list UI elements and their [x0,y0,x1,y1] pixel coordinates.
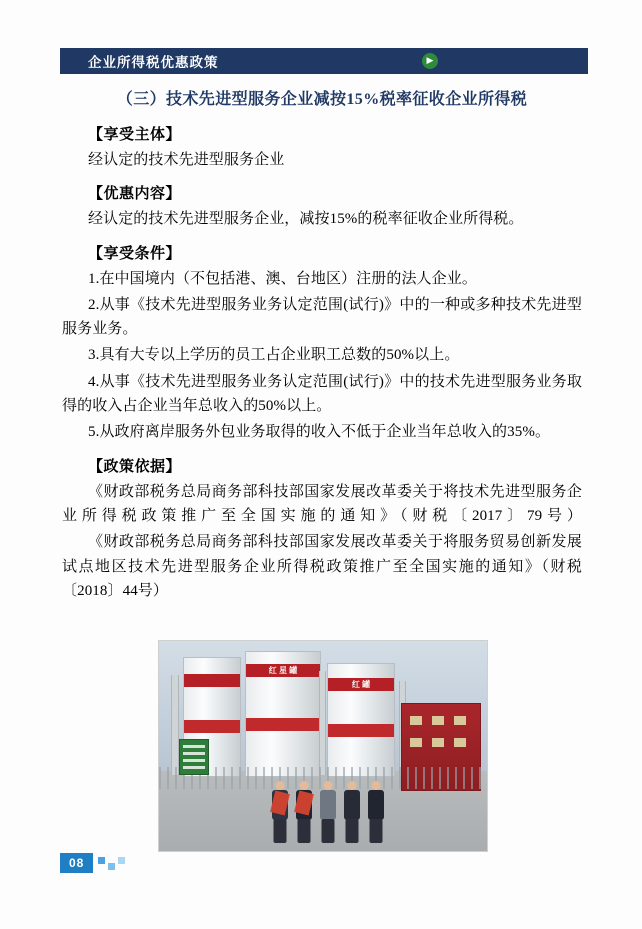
block-label-subject: 【享受主体】 [88,127,182,143]
illustration-photo [158,640,488,852]
policy-basis-1: 《财政部税务总局商务部科技部国家发展改革委关于将技术先进型服务企业所得税政策推广至全国实施的通知》（财税〔2017〕79号） [62,483,582,524]
block-label-conditions: 【享受条件】 [88,245,182,262]
tank-label: 红 罐 [351,680,371,689]
safety-sign [179,739,209,775]
block-label-benefit: 【优惠内容】 [88,186,182,203]
policy-basis-2: 《财政部税务总局商务部科技部国家发展改革委关于将服务贸易创新发展试点地区技术先进型服务企业所得税政策推广至全国实施的通知》（财税〔2018〕44号） [62,534,582,599]
condition-item-2: 2.从事《技术先进型服务业务认定范围(试行)》中的一种或多种技术先进型服务业务。 [62,296,582,338]
person-figure [271,781,289,843]
condition-item-4: 4.从事《技术先进型服务业务认定范围(试行)》中的技术先进型服务业务取得的收入占企业当年总收入的50%以上。 [62,373,582,415]
storage-tank [327,663,395,777]
document-body [62,86,582,605]
condition-item-5: 5.从政府离岸服务外包业务取得的收入不低于企业当年总收入的35%。 [88,424,551,441]
pipe [171,675,179,775]
page-header [60,48,588,74]
person-figure [319,781,337,843]
condition-item-1: 1.在中国境内（不包括港、澳、台地区）注册的法人企业。 [88,270,477,287]
block-text-benefit: 经认定的技术先进型服务企业，减按15%的税率征收企业所得税。 [88,211,524,228]
block-label-basis: 【政策依据】 [88,458,182,475]
person-figure [343,781,361,843]
page-number: 08 [60,853,93,873]
header-title-bar [60,48,588,74]
circle-arrow-icon: ▶ [422,53,438,69]
page-title: 企业所得税优惠政策 [88,55,219,70]
storage-tank [245,651,321,777]
footer-decoration [98,857,125,870]
condition-item-3: 3.具有大专以上学历的员工占企业职工总数的50%以上。 [88,347,460,364]
pipe [319,671,326,775]
block-text-subject: 经认定的技术先进型服务企业 [88,152,285,168]
person-figure [295,781,313,843]
tank-label: 红 星 罐 [268,666,298,675]
person-figure [367,781,385,843]
page-footer [60,853,125,873]
section-heading: （三）技术先进型服务企业减按15%税率征收企业所得税 [116,91,528,108]
